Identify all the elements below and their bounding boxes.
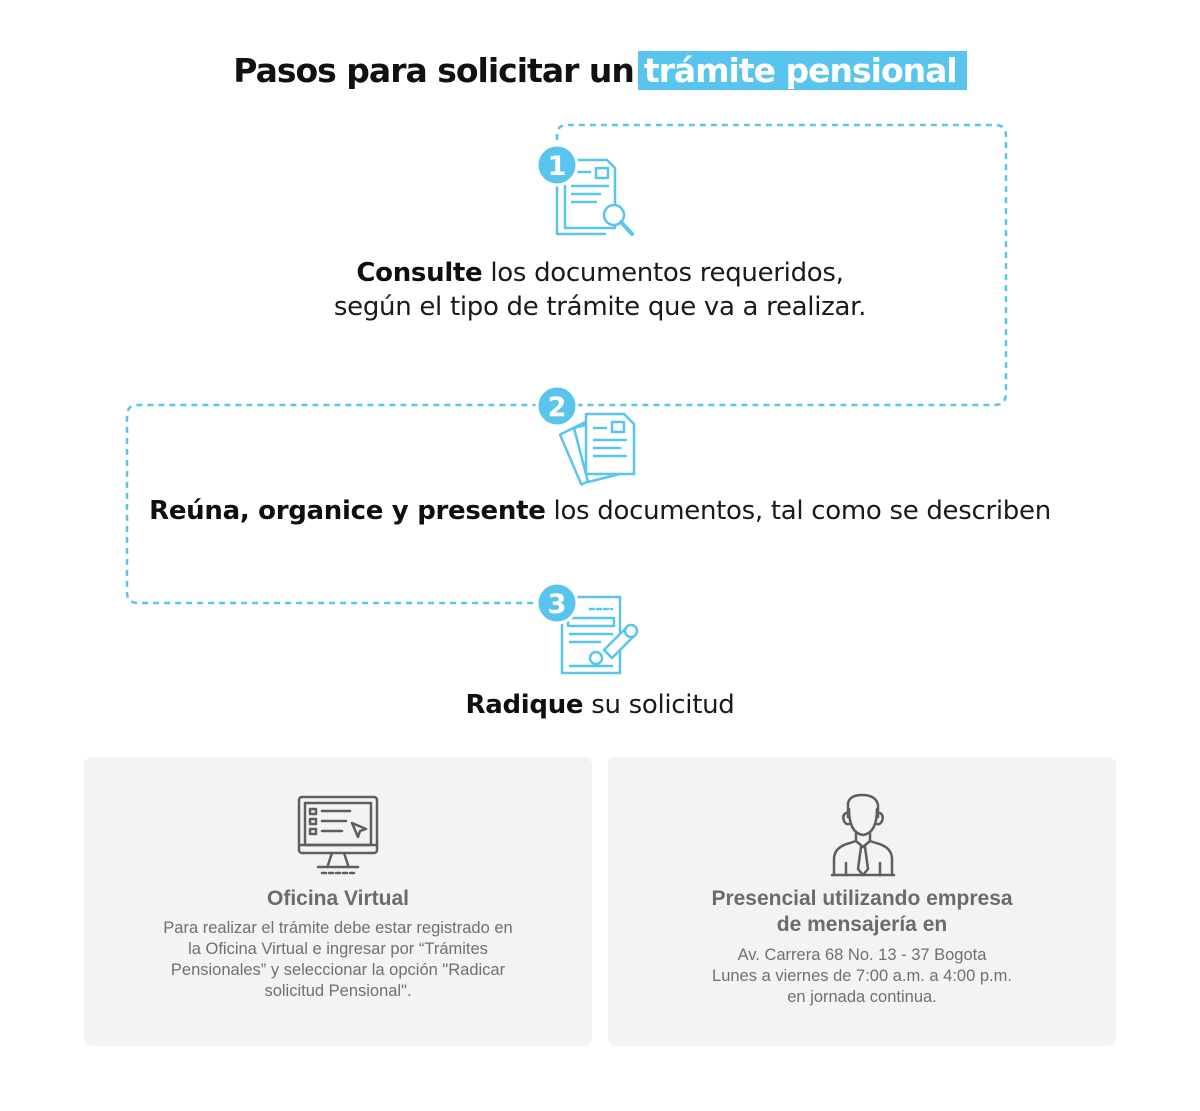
computer-monitor-icon	[84, 793, 592, 877]
documents-stack-icon	[559, 414, 634, 486]
oficina-virtual-line-3: Pensionales” y seleccionar la opción "Radicar	[170, 961, 506, 979]
step-1-line2: según el tipo de trámite que va a realizar.	[333, 292, 867, 322]
step-2-badge	[537, 386, 577, 426]
oficina-virtual-card	[84, 757, 592, 1046]
step-2-text	[0, 494, 1200, 528]
oficina-virtual-title: Oficina Virtual	[267, 887, 409, 910]
step-3-text	[0, 688, 1200, 722]
step-3-rest: su solicitud	[583, 690, 735, 720]
step-2-rest: los documentos, tal como se describen	[545, 496, 1051, 526]
oficina-virtual-line-2: la Oficina Virtual e ingresar por “Trámites	[188, 940, 488, 958]
step-3-bold: Radique	[465, 690, 584, 720]
step-1-text	[0, 256, 1200, 290]
step-1-line1: los documentos requeridos,	[482, 258, 844, 288]
presencial-card	[608, 757, 1116, 1046]
title-highlight: trámite pensional	[638, 51, 967, 90]
step-1-number: 1	[547, 151, 567, 182]
oficina-virtual-line-4: solicitud Pensional".	[264, 982, 412, 1000]
step-3-badge	[537, 583, 577, 623]
step-1-bold: Consulte	[356, 258, 483, 288]
step-2-bold: Reúna, organice y presente	[149, 496, 546, 526]
presencial-schedule-note: en jornada continua.	[787, 988, 937, 1006]
step-1-badge	[537, 145, 577, 185]
step-2-number: 2	[547, 392, 567, 423]
oficina-virtual-line-1: Para realizar el trámite debe estar registrado en	[163, 919, 513, 937]
presencial-address: Av. Carrera 68 No. 13 - 37 Bogota	[737, 946, 987, 964]
presencial-schedule: Lunes a viernes de 7:00 a.m. a 4:00 p.m.	[712, 967, 1012, 985]
presencial-title-line-2: de mensajería en	[776, 913, 948, 936]
step-3-number: 3	[547, 589, 567, 620]
presencial-title-line-1: Presencial utilizando empresa	[711, 887, 1013, 910]
person-tie-icon	[608, 793, 1116, 877]
title-prefix: Pasos para solicitar un	[233, 51, 634, 90]
